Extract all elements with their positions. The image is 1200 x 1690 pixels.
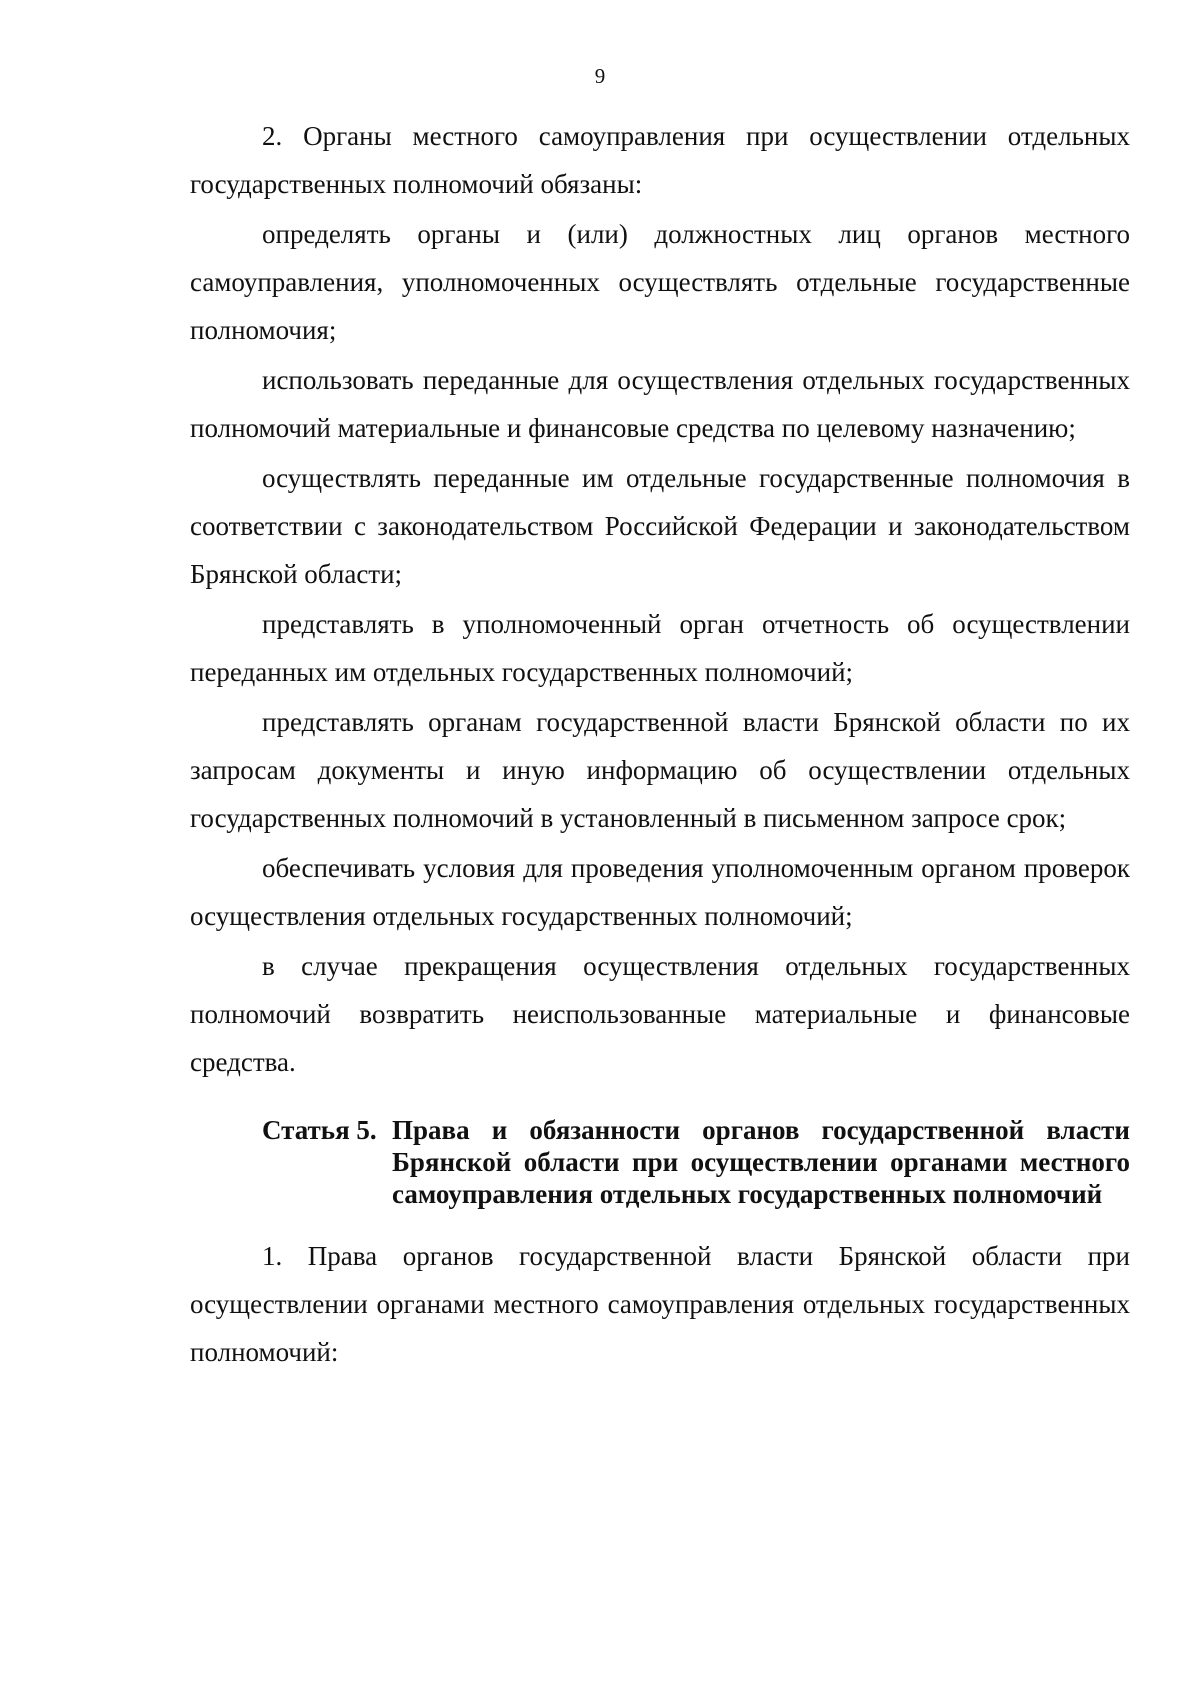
article-heading [190, 1114, 1130, 1210]
page-number: 9 [594, 64, 606, 88]
paragraph-provide-documents: представлять органам государственной власти Брянской области по их запросам документы и иную информацию об осуществлении отдельных государственных полномочий в установленный в письменном запросе срок; [190, 707, 1130, 833]
document-body [190, 112, 1130, 1376]
paragraph-define-officials: определять органы и (или) должностных лиц органов местного самоуправления, уполномоченных осуществлять отдельные государственные полномочия; [190, 219, 1130, 345]
paragraph-exercise-powers: осуществлять переданные им отдельные государственные полномочия в соответствии с законодательством Российской Федерации и законодательством Брянской области; [190, 463, 1130, 589]
paragraph-use-funds: использовать переданные для осуществления отдельных государственных полномочий материальные и финансовые средства по целевому назначению; [190, 365, 1130, 443]
paragraph-obligations-intro: 2. Органы местного самоуправления при осуществлении отдельных государственных полномочий обязаны: [190, 121, 1130, 199]
paragraph-return-funds: в случае прекращения осуществления отдельных государственных полномочий возвратить неиспользованные материальные и финансовые средства. [190, 951, 1130, 1077]
paragraph-rights-intro: 1. Права органов государственной власти Брянской области при осуществлении органами местного самоуправления отдельных государственных полномочий: [190, 1241, 1130, 1367]
article-number: Статья 5. [262, 1115, 377, 1145]
article-title: Права и обязанности органов государственной власти Брянской области при осуществлении органами местного самоуправления отдельных государственных полномочий [392, 1115, 1130, 1209]
paragraph-ensure-inspections: обеспечивать условия для проведения уполномоченным органом проверок осуществления отдельных государственных полномочий; [190, 853, 1130, 931]
paragraph-submit-reports: представлять в уполномоченный орган отчетность об осуществлении переданных им отдельных государственных полномочий; [190, 609, 1130, 687]
